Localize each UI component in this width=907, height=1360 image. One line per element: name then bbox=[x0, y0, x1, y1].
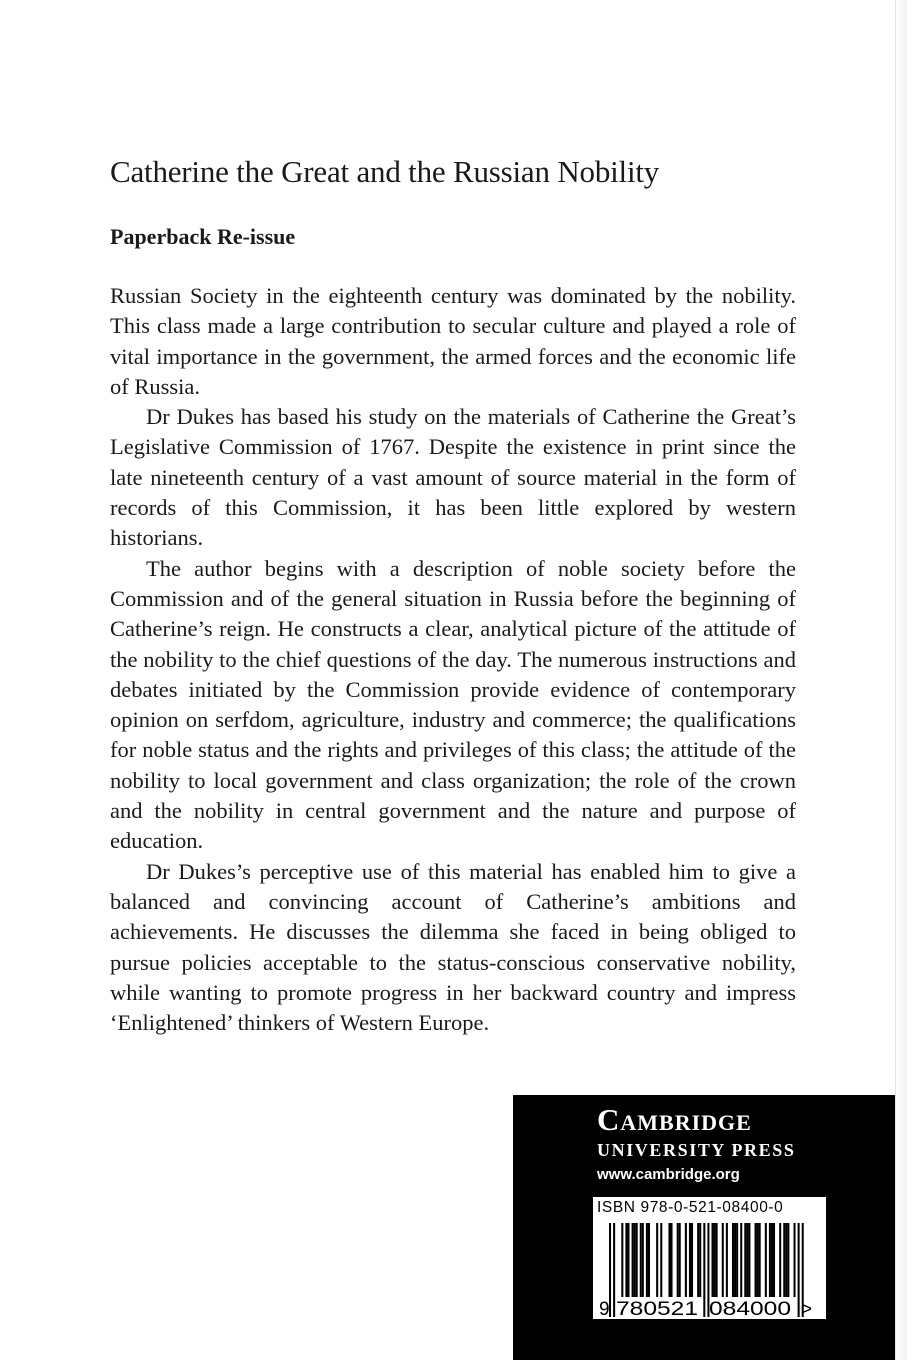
barcode-quiet-zone-marker: > bbox=[801, 1299, 813, 1319]
blurb-paragraph: Dr Dukes’s perceptive use of this material has enabled him to give a balanced and convincing account of Catherine’s ambitions and achievements. He discusses the dilemma she faced in being obliged to pursue policies acceptable to the status-conscious conservative nobility, while wanting to promote progress in her backward country and impress ‘Enlightened’ thinkers of Western Europe. bbox=[110, 858, 796, 1036]
barcode-bar bbox=[779, 1223, 781, 1297]
barcode-bar bbox=[632, 1223, 634, 1297]
barcode-bar bbox=[679, 1223, 681, 1297]
barcode-bar bbox=[722, 1223, 724, 1297]
barcode-bar bbox=[716, 1223, 718, 1297]
barcode-bar bbox=[746, 1223, 748, 1297]
barcode-bar bbox=[636, 1223, 638, 1297]
barcode-digit-group: 780521 bbox=[616, 1299, 698, 1319]
barcode-bar bbox=[646, 1223, 648, 1297]
barcode-bar bbox=[714, 1223, 716, 1297]
barcode-bar bbox=[685, 1223, 687, 1297]
barcode-bar bbox=[765, 1223, 767, 1297]
barcode-bar bbox=[627, 1223, 629, 1297]
barcode-bar bbox=[621, 1223, 623, 1297]
barcode-bar bbox=[677, 1223, 679, 1297]
barcode-bar bbox=[668, 1223, 670, 1297]
barcode-bar bbox=[697, 1223, 699, 1297]
blurb-paragraph: Russian Society in the eighteenth century was dominated by the nobility. This class made a large contribution to secular culture and played a role of vital importance in the government, the armed forces and the economic life of Russia. bbox=[110, 283, 796, 399]
barcode-bar bbox=[734, 1223, 736, 1297]
cover-right-edge bbox=[895, 0, 907, 1360]
barcode-bar bbox=[712, 1223, 714, 1297]
isbn-label: ISBN 978-0-521-08400-0 bbox=[597, 1199, 784, 1216]
barcode-bar bbox=[642, 1223, 644, 1297]
blurb-paragraph: The author begins with a description of noble society before the Commission and of the general situation in Russia before the beginning of Catherine’s reign. He constructs a clear, analytical picture of the attitude of the nobility to the chief questions of the day. The numerous instructions and debates initiated by the Commission provide evidence of contemporary opinion on serfdom, agriculture, industry and commerce; the qualifications for noble status and the rights and privileges of this class; the attitude of the nobility to local government and class organization; the role of the crown and the nobility in central government and the nature and purpose of education. bbox=[110, 555, 796, 854]
barcode-bar bbox=[773, 1223, 775, 1297]
book-title: Catherine the Great and the Russian Nobility bbox=[110, 154, 660, 189]
barcode bbox=[593, 1197, 826, 1319]
barcode-bar bbox=[740, 1223, 742, 1297]
barcode-bar bbox=[691, 1223, 693, 1297]
publisher-url: www.cambridge.org bbox=[597, 1166, 740, 1183]
blurb-paragraph: Dr Dukes has based his study on the materials of Catherine the Great’s Legislative Commission of 1767. Despite the existence in print since the late nineteenth century of a vast amount of source material in the form of records of this Commission, it has been little explored by western historians. bbox=[110, 404, 796, 551]
barcode-bar bbox=[689, 1223, 691, 1297]
barcode-bar bbox=[736, 1223, 738, 1297]
barcode-bar bbox=[769, 1223, 771, 1297]
barcode-bar bbox=[757, 1223, 759, 1297]
barcode-bar bbox=[671, 1223, 673, 1297]
barcode-bar bbox=[703, 1223, 705, 1317]
barcode-bar bbox=[755, 1223, 757, 1297]
barcode-bar bbox=[625, 1223, 627, 1297]
barcode-bar bbox=[726, 1223, 728, 1297]
barcode-bar bbox=[699, 1223, 701, 1297]
barcode-bar bbox=[660, 1223, 662, 1297]
barcode-bar bbox=[785, 1223, 787, 1297]
publisher-name: Cambridge bbox=[597, 1102, 752, 1137]
barcode-bar bbox=[744, 1223, 746, 1297]
barcode-bar bbox=[798, 1223, 800, 1317]
barcode-bar bbox=[759, 1223, 761, 1297]
publisher-subname: UNIVERSITY PRESS bbox=[597, 1140, 796, 1160]
barcode-bar bbox=[613, 1223, 615, 1317]
barcode-bar bbox=[771, 1223, 773, 1297]
barcode-bar bbox=[732, 1223, 734, 1297]
barcode-digit-group: 084000 bbox=[709, 1299, 791, 1319]
publisher-block bbox=[513, 1095, 895, 1360]
barcode-bar bbox=[783, 1223, 785, 1297]
barcode-bar bbox=[794, 1223, 796, 1297]
barcode-bar bbox=[656, 1223, 658, 1297]
blurb bbox=[110, 281, 796, 1038]
barcode-bar bbox=[640, 1223, 642, 1297]
barcode-bar bbox=[748, 1223, 750, 1297]
barcode-bar bbox=[787, 1223, 789, 1297]
barcode-bar bbox=[634, 1223, 636, 1297]
barcode-bar bbox=[648, 1223, 650, 1297]
edition-label: Paperback Re-issue bbox=[110, 224, 296, 249]
barcode-digit: 9 bbox=[599, 1299, 610, 1319]
